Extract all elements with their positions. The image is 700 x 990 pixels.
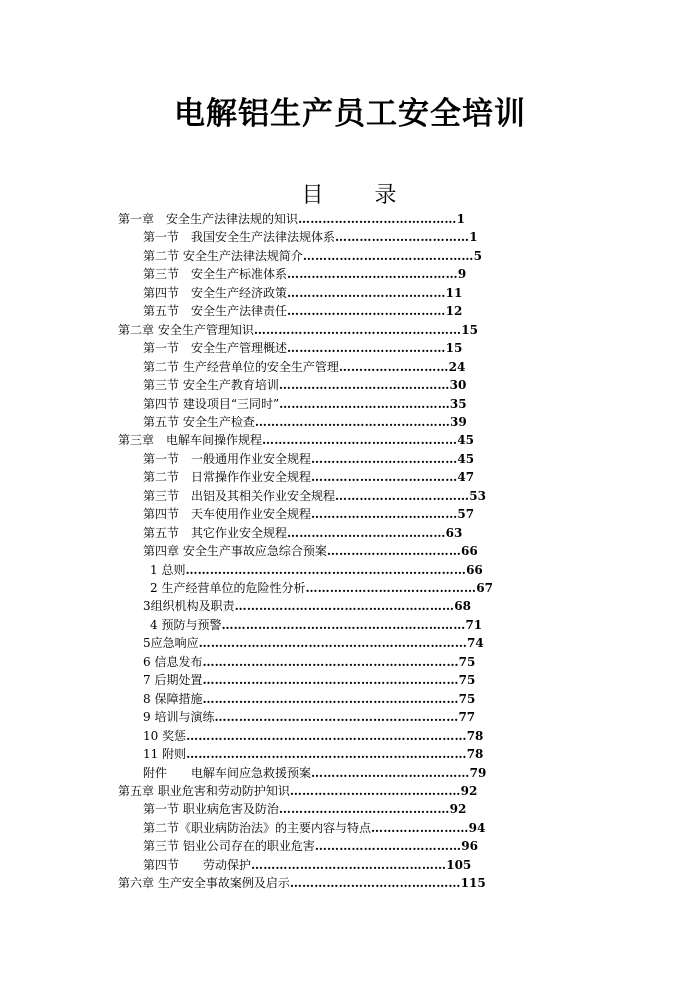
toc-entry[interactable] — [143, 597, 481, 616]
toc-entry-label: 第四章 安全生产事故应急综合预案 — [143, 544, 327, 559]
toc-entry-page: 11 — [445, 285, 463, 300]
toc-entry[interactable] — [143, 708, 485, 727]
toc-entry-page: 92 — [460, 783, 478, 798]
toc-entry-page: 77 — [458, 710, 476, 725]
toc-entry-page: 75 — [458, 673, 476, 688]
toc-entry[interactable] — [143, 450, 487, 469]
toc-entry-label: 第五章 职业危害和劳动防护知识 — [118, 783, 290, 798]
toc-entry-label: 6 信息发布 — [143, 654, 203, 669]
toc-entry-leader: ………………………………… — [287, 304, 446, 319]
toc-entry-leader: …………………………… — [335, 230, 470, 245]
toc-entry-leader: …………………………………… — [287, 267, 458, 282]
toc-entry-page: 71 — [465, 617, 483, 632]
toc-heading: 目 录 — [301, 183, 419, 208]
toc-entry-page: 57 — [457, 507, 475, 522]
toc-entry-label: 第一节 我国安全生产法律法规体系 — [143, 230, 336, 245]
toc-entry-leader: …………………………………… — [278, 378, 450, 393]
toc-entry-leader: …………………………………………………………… — [186, 728, 467, 743]
toc-entry-label: 7 后期处置 — [143, 673, 203, 688]
toc-entry-page: 75 — [458, 654, 476, 669]
toc-entry[interactable] — [118, 321, 487, 340]
toc-entry-label: 第五节 安全生产法律责任 — [143, 304, 288, 319]
toc-entry-page: 66 — [461, 544, 478, 559]
toc-entry-leader: ……………………………………………………… — [202, 654, 459, 669]
toc-entry-page: 15 — [461, 322, 478, 337]
toc-entry-leader: ………………………………………… — [251, 857, 447, 872]
toc-entry[interactable] — [143, 284, 487, 303]
toc-entry-leader: …………………………………………………………… — [185, 562, 467, 577]
toc-entry-page: 63 — [445, 525, 463, 540]
toc-entry-leader: ………………………………… — [287, 285, 446, 300]
toc-entry[interactable] — [143, 690, 485, 709]
toc-entry-page: 1 — [456, 212, 465, 226]
toc-entry[interactable] — [143, 413, 475, 432]
toc-entry-label: 5应急响应 — [143, 636, 199, 651]
toc-entry-label: 第六章 生产安全事故案例及启示 — [118, 876, 290, 891]
toc-entry-label: 第三节 安全生产教育培训 — [143, 378, 279, 393]
toc-entry-leader: …………………………………… — [289, 783, 461, 798]
toc-entry-page: 1 — [469, 230, 478, 245]
toc-entry-leader: …………………………………………………………… — [186, 747, 467, 762]
toc-entry-label: 第一节 安全生产管理概述 — [143, 341, 288, 356]
toc-entry-page: 115 — [460, 876, 486, 891]
toc-entry-label: 4 预防与预警 — [150, 617, 222, 632]
toc-entry[interactable] — [143, 395, 487, 414]
toc-entry-leader: ………………………………………… — [254, 414, 451, 429]
toc-entry-page: 45 — [457, 451, 475, 466]
toc-entry-page: 39 — [450, 414, 467, 429]
toc-entry-page: 47 — [457, 470, 475, 485]
toc-entry-label: 第四节 建设项目“三同时” — [143, 396, 280, 411]
toc-entry[interactable] — [143, 745, 485, 764]
toc-entry-label: 第四节 天车使用作业安全规程 — [143, 507, 312, 522]
toc-entry-leader: ………………………………… — [298, 212, 457, 226]
toc-entry-page: 74 — [467, 636, 484, 651]
toc-entry-leader: ……………………………… — [311, 451, 458, 466]
toc-entry-page: 78 — [466, 728, 484, 743]
toc-entry[interactable] — [118, 210, 475, 229]
toc-entry-leader: ……………………………………………………… — [202, 691, 459, 706]
toc-entry-page: 35 — [449, 396, 467, 411]
toc-entry[interactable] — [150, 579, 495, 598]
toc-entry-leader: ……………………………………………… — [234, 599, 455, 614]
toc-entry-page: 92 — [449, 802, 467, 817]
toc-entry[interactable] — [143, 800, 485, 819]
toc-entry[interactable] — [143, 524, 487, 543]
toc-entry-label: 附件 电解车间应急救援预案 — [143, 765, 312, 780]
toc-entry[interactable] — [143, 468, 487, 487]
toc-entry-leader: …………………………………………… — [253, 322, 462, 337]
toc-entry-leader: ……………………………… — [314, 839, 462, 854]
toc-entry[interactable] — [143, 339, 487, 358]
toc-entry-leader: …………………………………… — [278, 802, 450, 817]
toc-entry-label: 第一节 职业病危害及防治 — [143, 802, 279, 817]
toc-entry[interactable] — [143, 819, 485, 838]
toc-entry[interactable] — [143, 634, 485, 653]
toc-entry-page: 12 — [445, 304, 463, 319]
toc-entry-label: 第二节《职业病防治法》的主要内容与特点 — [143, 820, 372, 835]
toc-entry-label: 第三节 安全生产标准体系 — [143, 267, 288, 282]
toc-entry-leader: ………………………………………… — [262, 433, 458, 448]
toc-entry[interactable] — [143, 542, 487, 561]
toc-entry[interactable] — [143, 764, 485, 783]
toc-entry-label: 第四节 安全生产经济政策 — [143, 285, 288, 300]
toc-entry-label: 第一节 一般通用作业安全规程 — [143, 451, 312, 466]
toc-entry-leader: ……………………… — [338, 359, 449, 374]
toc-entry[interactable] — [143, 302, 487, 321]
toc-entry-label: 3组织机构及职责 — [143, 599, 235, 614]
toc-entry-leader: …………………… — [371, 820, 469, 835]
toc-entry-label: 第四节 劳动保护 — [143, 857, 252, 872]
toc-entry-leader: …………………………… — [326, 544, 462, 559]
toc-entry[interactable] — [143, 837, 485, 856]
toc-entry-label: 第二章 安全生产管理知识 — [118, 322, 254, 337]
toc-entry-label: 11 附则 — [143, 747, 187, 762]
toc-entry-leader: ……………………………………………………… — [202, 673, 459, 688]
document-title: 电解铝生产员工安全培训 — [174, 96, 526, 132]
toc-entry[interactable] — [143, 228, 485, 247]
toc-entry-page: 68 — [454, 599, 471, 614]
toc-entry-label: 第二节 日常操作作业安全规程 — [143, 470, 312, 485]
toc-entry[interactable] — [143, 358, 475, 377]
toc-entry-label: 第二节 生产经营单位的安全生产管理 — [143, 359, 339, 374]
toc-entry[interactable] — [118, 431, 487, 450]
toc-entry-leader: …………………………… — [335, 488, 470, 503]
toc-entry-page: 45 — [457, 433, 474, 448]
toc-entry-leader: …………………………………… — [305, 581, 477, 595]
toc-entry-label: 10 奖惩 — [143, 728, 187, 743]
toc-entry-page: 15 — [445, 341, 463, 356]
toc-entry-label: 第二节 安全生产法律法规简介 — [143, 248, 303, 263]
toc-entry[interactable] — [143, 487, 487, 506]
toc-entry-leader: ………………………………………………………… — [198, 636, 468, 651]
toc-entry[interactable] — [118, 874, 485, 893]
toc-entry-label: 第三节 铝业公司存在的职业危害 — [143, 839, 315, 854]
toc-entry-label: 第三节 出铝及其相关作业安全规程 — [143, 488, 336, 503]
toc-entry[interactable] — [143, 727, 485, 746]
toc-entry-leader: …………………………………… — [302, 248, 474, 263]
toc-entry-page: 66 — [466, 562, 483, 577]
toc-entry-label: 2 生产经营单位的危险性分析 — [150, 581, 306, 595]
toc-entry[interactable] — [143, 265, 485, 284]
toc-entry-leader: …………………………………… — [289, 876, 461, 891]
toc-entry-page: 94 — [468, 820, 486, 835]
toc-entry[interactable] — [150, 561, 483, 580]
toc-entry-page: 78 — [466, 747, 484, 762]
toc-entry-label: 1 总则 — [150, 562, 186, 577]
toc-entry-leader: ……………………………… — [311, 507, 458, 522]
toc-entry-page: 79 — [469, 765, 487, 780]
toc-entry-label: 第三章 电解车间操作规程 — [118, 433, 263, 448]
toc-entry-label: 8 保障措施 — [143, 691, 203, 706]
toc-entry[interactable] — [143, 653, 485, 672]
toc-entry[interactable] — [143, 671, 485, 690]
toc-entry-page: 75 — [458, 691, 476, 706]
toc-entry[interactable] — [143, 856, 485, 875]
toc-entry-leader: …………………………………… — [279, 396, 450, 411]
toc-entry-label: 第五节 其它作业安全规程 — [143, 525, 288, 540]
toc-entry[interactable] — [143, 505, 487, 524]
toc-entry[interactable] — [143, 247, 485, 266]
toc-entry-page: 67 — [476, 581, 493, 595]
toc-entry-leader: ………………………………… — [287, 341, 446, 356]
toc-entry-label: 9 培训与演练 — [143, 710, 215, 725]
toc-entry-page: 9 — [457, 267, 467, 282]
toc-entry-page: 5 — [473, 248, 482, 263]
toc-entry-page: 53 — [469, 488, 486, 503]
toc-entry-leader: ……………………………… — [311, 470, 458, 485]
toc-entry-label: 第一章 安全生产法律法规的知识 — [118, 212, 299, 226]
toc-entry-label: 第五节 安全生产检查 — [143, 414, 255, 429]
toc-entry-page: 24 — [448, 359, 466, 374]
toc-entry[interactable] — [118, 782, 485, 801]
toc-entry[interactable] — [150, 616, 492, 635]
toc-entry-leader: …………………………………………………… — [221, 617, 466, 632]
toc-entry-page: 96 — [461, 839, 478, 854]
toc-entry-leader: …………………………………………………… — [214, 710, 459, 725]
toc-entry-leader: ………………………………… — [311, 765, 470, 780]
toc-entry-page: 30 — [449, 378, 467, 393]
toc-entry-page: 105 — [446, 857, 472, 872]
toc-entry[interactable] — [143, 376, 487, 395]
toc-entry-leader: ………………………………… — [287, 525, 446, 540]
